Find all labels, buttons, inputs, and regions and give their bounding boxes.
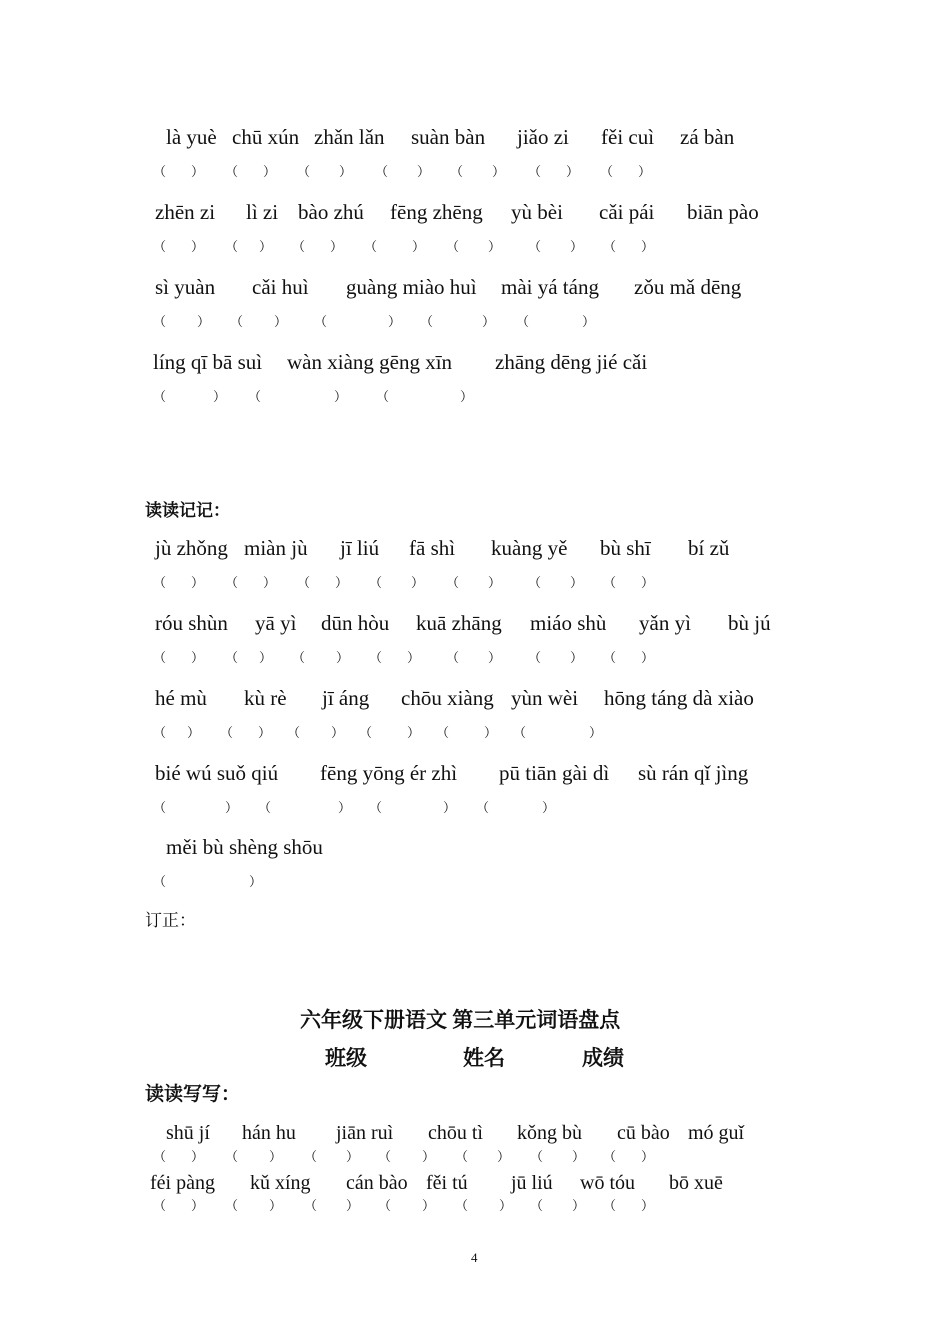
pinyin-word: chū xún [232,125,300,149]
pinyin-word: yùn wèi [511,686,579,710]
pinyin-word: kù rè [244,686,287,710]
pinyin-word: fěi tú [426,1172,468,1194]
pinyin-word: fēng zhēng [390,200,483,224]
pinyin-word: pū tiān gài dì [499,761,610,785]
name-field-label: 姓名 [463,1046,505,1070]
page-number: 4 [471,1250,478,1265]
pinyin-word: zhēn zi [155,200,216,224]
section-heading-read-remember: 读读记记： [145,501,230,520]
page-title: 六年级下册语文 第三单元词语盘点 [300,1008,621,1032]
pinyin-word: kuā zhāng [416,611,502,635]
pinyin-word: zá bàn [680,125,735,149]
pinyin-word: jù zhǒng [155,536,228,560]
pinyin-word: bō xuē [669,1172,723,1194]
pinyin-word: sì yuàn [155,275,216,299]
pinyin-word: dūn hòu [321,611,390,635]
pinyin-word: lì zi [246,200,279,224]
correction-label: 订正： [145,911,196,930]
pinyin-word: biān pào [687,200,759,224]
pinyin-word: chōu tì [428,1122,483,1144]
pinyin-word: bí zǔ [688,536,730,560]
pinyin-word: jī liú [340,536,380,560]
pinyin-word: hán hu [242,1122,296,1144]
pinyin-word: féi pàng [150,1172,215,1194]
pinyin-word: cū bào [617,1122,670,1144]
pinyin-word: wàn xiàng gēng xīn [287,350,453,374]
pinyin-word: là yuè [166,125,217,149]
pinyin-word: bù jú [728,611,771,635]
pinyin-word: bù shī [600,536,651,560]
pinyin-word: jiān ruì [336,1122,394,1144]
section-heading-read-write: 读读写写： [145,1084,241,1105]
pinyin-word: yǎn yì [639,611,691,635]
pinyin-word: líng qī bā suì [153,350,263,374]
pinyin-word: sù rán qǐ jìng [638,761,749,785]
pinyin-word: suàn bàn [411,125,486,149]
pinyin-word: yù bèi [511,200,563,224]
pinyin-word: mó guǐ [688,1122,745,1144]
pinyin-word: měi bù shèng shōu [166,835,323,859]
pinyin-word: chōu xiàng [401,686,494,710]
class-field-label: 班级 [325,1046,367,1070]
pinyin-word: fā shì [409,536,456,560]
pinyin-word: cǎi huì [252,275,309,299]
pinyin-word: zǒu mǎ dēng [634,275,742,299]
pinyin-word: cán bào [346,1172,408,1194]
pinyin-word: fěi cuì [601,125,655,149]
pinyin-word: guàng miào huì [346,275,477,299]
pinyin-word: zhāng dēng jié cǎi [495,350,648,374]
pinyin-word: mài yá táng [501,275,599,299]
pinyin-word: miáo shù [530,611,607,635]
pinyin-word: shū jí [166,1122,210,1144]
pinyin-word: yā yì [255,611,297,635]
pinyin-word: wō tóu [580,1172,635,1194]
pinyin-word: kǒng bù [517,1122,582,1144]
score-field-label: 成绩 [582,1046,624,1070]
pinyin-word: miàn jù [244,536,308,560]
pinyin-word: róu shùn [155,611,228,635]
pinyin-word: hōng táng dà xiào [604,686,754,710]
pinyin-word: bié wú suǒ qiú [155,761,279,785]
pinyin-word: jī áng [322,686,370,710]
pinyin-word: jiǎo zi [517,125,569,149]
pinyin-word: jū liú [511,1172,553,1194]
pinyin-word: zhǎn lǎn [314,125,385,149]
pinyin-word: kǔ xíng [250,1172,311,1194]
pinyin-word: fēng yōng ér zhì [320,761,458,785]
pinyin-word: bào zhú [298,200,364,224]
pinyin-word: hé mù [155,686,207,710]
pinyin-word: cǎi pái [599,200,655,224]
pinyin-word: kuàng yě [491,536,568,560]
